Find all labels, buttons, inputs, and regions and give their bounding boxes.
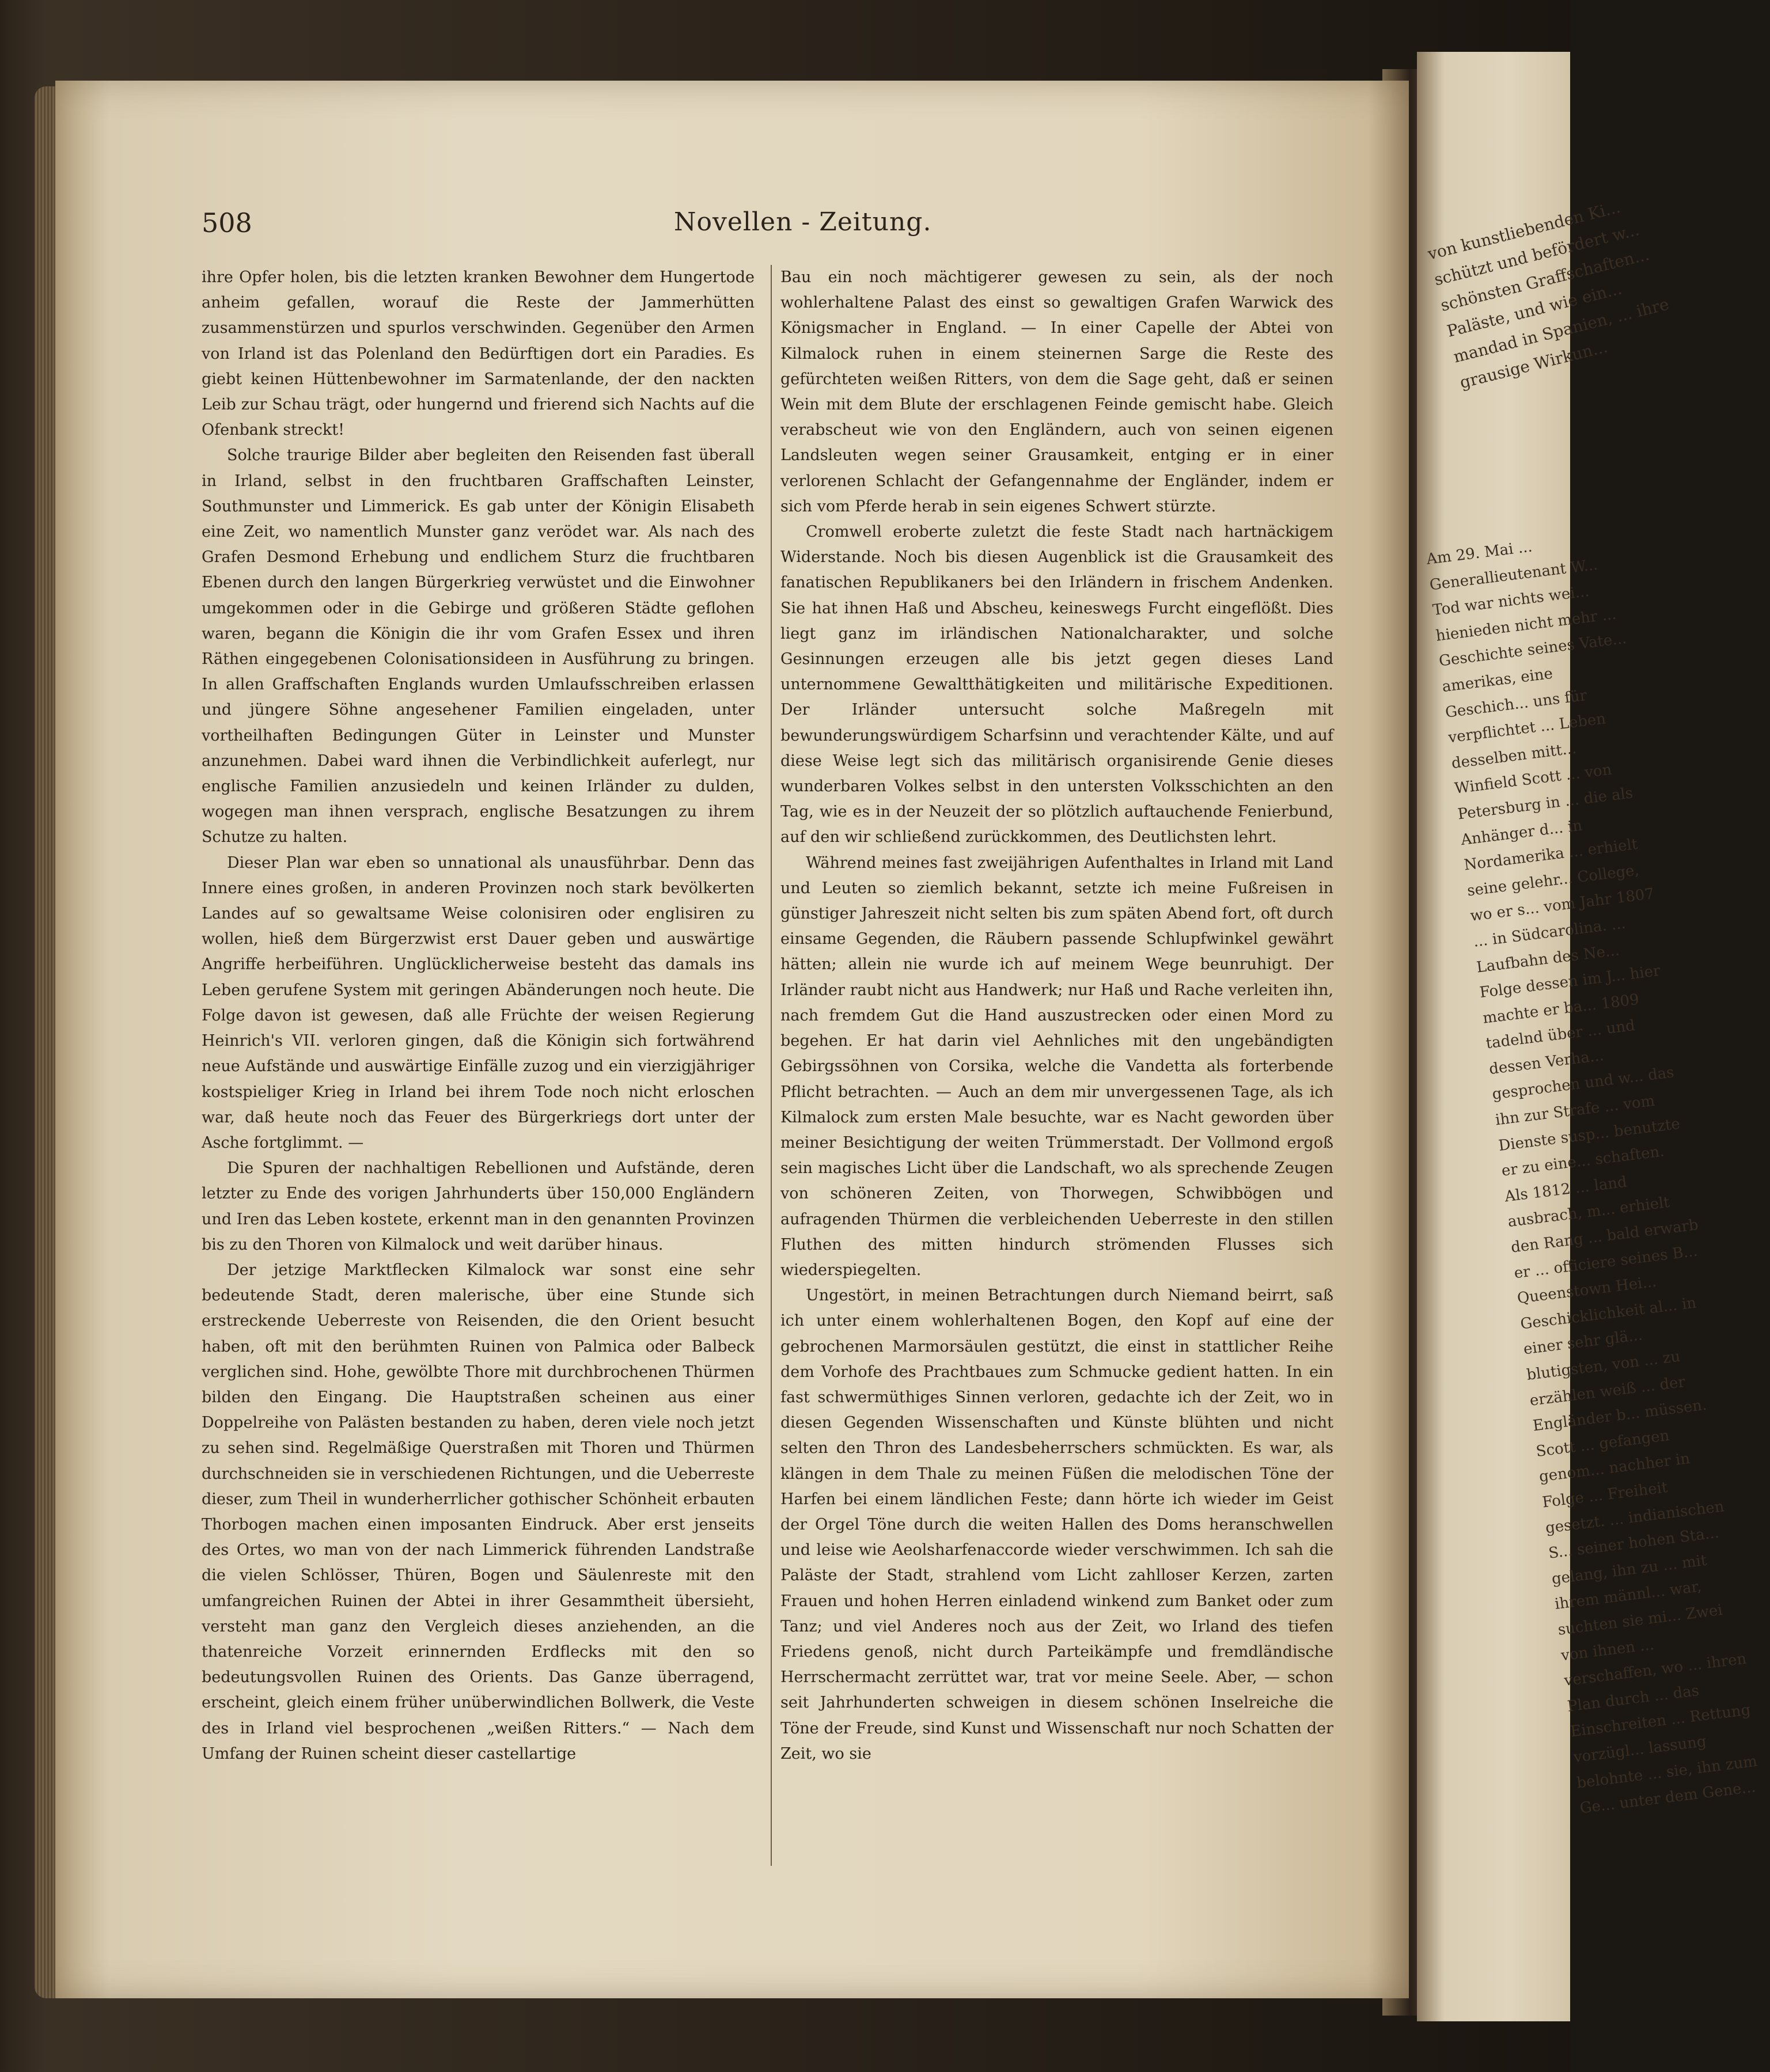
right-text-column xyxy=(780,265,1333,1767)
facing-page-upper-text: von kunstliebenden Ki... schützt und befördert w... schönsten Graffschaften... Paläste, und wie ein... mandad in Spanien, ... ihre grausige Wirkun... xyxy=(1426,197,1671,393)
left-text-column xyxy=(202,265,755,1767)
left-paragraph: Die Spuren der nachhaltigen Rebellionen und Aufstände, deren letzter zu Ende des vorigen Jahrhunderts über 150,000 Engländern und Iren das Leben kostete, erkennt man in den genannten Provinzen bis zu den Thoren von Kilmalock und weit darüber hinaus. xyxy=(202,1159,755,1254)
left-paragraph: Dieser Plan war eben so unnational als unausführbar. Denn das Innere eines großen, in anderen Provinzen noch stark bevölkerten Landes auf so gewaltsame Weise colonisiren oder englisiren zu wollen, hieß dem Bürgerzwist erst Dauer geben und auswärtige Angriffe herbeiführen. Unglücklicherweise besteht das damals ins Leben gerufene System mit geringen Abänderungen noch heute. Die Folge davon ist gewesen, daß alle Früchte der weisen Regierung Heinrich's VII. verloren gingen, daß die Königin sich fortwährend neue Aufstände und auswärtige Einfälle zuzog und ein vierzigjähriger kostspieliger Krieg in Irland bei ihrem Tode noch nicht erloschen war, daß heute noch das Feuer des Bürgerkriegs dort unter der Asche fortglimmt. — xyxy=(202,853,755,1152)
page-header xyxy=(202,207,1371,248)
right-paragraph: Ungestört, in meinen Betrachtungen durch Niemand beirrt, saß ich unter einem wohlerhaltenen Bogen, den Kopf auf eine der gebrochenen Marmorsäulen gestützt, die einst in stattlicher Reihe dem Vorhofe des Prachtbaues zum Schmucke gedient hatten. In ein fast schwermüthiges Sinnen verloren, gedachte ich der Zeit, wo in diesen Gegenden Wissenschaften und Künste blühten und nicht selten den Thron des Landesbeherrschers schmückten. Es war, als klängen in dem Thale zu meinen Füßen die melodischen Töne der Harfen bei einem ländlichen Feste; dann hörte ich wieder im Geist der Orgel Töne durch die weiten Hallen des Doms heranschwellen und leise wie Aeolsharfenaccorde wieder verschwimmen. Ich sah die Paläste der Stadt, strahlend vom Licht zahlloser Kerzen, zarten Frauen und hohen Herren einladend winkend zum Banket oder zum Tanz; und viel Anderes noch aus der Zeit, wo Irland des tiefen Friedens genoß, nicht durch Parteikämpfe und fremdländische Herrschermacht zerrüttet war, trat vor meine Seele. Aber, — schon seit Jahrhunderten schweigen in diesem schönen Inselreiche die Töne der Freude, sind Kunst und Wissenschaft nur noch Schatten der Zeit, wo sie xyxy=(780,1287,1333,1763)
column-divider xyxy=(771,265,772,1866)
page-number: 508 xyxy=(202,207,252,238)
facing-page-lower-text: Am 29. Mai ... Generallieutenant W... Tod war nichts wei... hienieden nicht mehr ... Geschichte seines Vate... amerikas, eine Geschich... uns für verpflichtet ... Leben desselben mitt... Winfield Scott ... von Petersburg in ... die als Anhänger d... in Nordamerika ... erhielt seine gelehr... College, wo er s... vom Jahr 1807 ... in Südcarolina. ... Laufbahn des Ne... Folge dessen im J... hier machte er ba... 1809 tadelnd über ... und dessen Verha... gesprochen und w... das ihn zur Strafe ... vom Dienste susp... benutzte er zu eine... schaften. Als 1812 ... land ausbrach, m... erhielt den Rang ... bald erwarb er ... officiere seines B... Queenstown Hei... Geschicklichkeit al... in einer sehr glä... blutigsten, von ... zu erzählen weiß ... der Engländer b... müssen. Scott ... gefangen genom... nachher in Folge ... Freiheit gesetzt. ... indianischen S... seiner hohen Sta... gelang, ihn zu ... mit ihrem männl... war, suchten sie mi... Zwei von ihnen ... verschaffen, wo ... ihren Plan durch ... das Einschreiten ... Rettung vorzügl... lassung belohnte ... sie, ihn zum Ge... unter dem Gene... xyxy=(1425,538,1758,1817)
running-title: Novellen - Zeitung. xyxy=(674,207,932,237)
left-paragraph: Der jetzige Marktflecken Kilmalock war sonst eine sehr bedeutende Stadt, deren malerische, über eine Stunde sich erstreckende Ueberreste von Reisenden, die den Orient besucht haben, oft mit den berühmten Ruinen von Palmica oder Balbeck verglichen sind. Hohe, gewölbte Thore mit durchbrochenen Thürmen bilden den Eingang. Die Hauptstraßen scheinen aus einer Doppelreihe von Palästen bestanden zu haben, deren viele noch jetzt zu sehen sind. Regelmäßige Querstraßen mit Thoren und Thürmen durchschneiden sie in verschiedenen Richtungen, und die Ueberreste dieser, zum Theil in wunderherrlicher gothischer Schönheit erbauten Thorbogen machen einen imposanten Eindruck. Aber erst jenseits des Ortes, wo man von der nach Limmerick führenden Landstraße die vielen Schlösser, Thüren, Bogen und Säulenreste mit den umfangreichen Ruinen der Abtei in ihrer Gesammtheit übersieht, versteht man ganz den Vergleich dieses anziehenden, an die thatenreiche Vorzeit erinnernden Erdflecks mit den so bedeutungsvollen Ruinen des Orients. Das Ganze überragend, erscheint, gleich einem früher unüberwindlichen Bollwerk, die Veste des in Irland viel besprochenen „weißen Ritters.“ — Nach dem Umfang der Ruinen scheint dieser castellartige xyxy=(202,1261,755,1763)
right-paragraph: Cromwell eroberte zuletzt die feste Stadt nach hartnäckigem Widerstande. Noch bis diesen Augenblick ist die Grausamkeit des fanatischen Republikaners bei den Irländern in frischem Andenken. Sie hat ihnen Haß und Abscheu, keineswegs Furcht eingeflößt. Dies liegt ganz im irländischen Nationalcharakter, und solche Gesinnungen erzeugen alle bis jetzt gegen dieses Land unternommene Gewaltthätigkeiten und militärische Expeditionen. Der Irländer untersucht solche Maßregeln mit bewunderungswürdigem Scharfsinn und verachtender Kälte, und auf diese Weise legt sich das militärisch organisirende Genie dieses wunderbaren Volkes selbst in den untersten Volksschichten an den Tag, wie es in der Neuzeit der so plötzlich auftauchende Fenierbund, auf den wir schließend zurückkommen, des Deutlichsten lehrt. xyxy=(780,523,1333,847)
right-paragraph: Während meines fast zweijährigen Aufenthaltes in Irland mit Land und Leuten so ziemlich bekannt, setzte ich meine Fußreisen in günstiger Jahreszeit nicht selten bis zum späten Abend fort, oft durch einsame Gegenden, die Räubern passende Schlupfwinkel gewährt hätten; allein nie wurde ich auf meinem Wege beunruhigt. Der Irländer raubt nicht aus Handwerk; nur Haß und Rache verleiten ihn, nach fremdem Gut die Hand auszustrecken oder einen Mord zu begehen. Er hat darin viel Aehnliches mit den ungebändigten Gebirgssöhnen von Corsika, welche die Vandetta als forterbende Pflicht betrachten. — Auch an dem mir unvergessenen Tage, als ich Kilmalock zum ersten Male besuchte, war es Nacht geworden über meiner Besichtigung der weiten Trümmerstadt. Der Vollmond ergoß sein magisches Licht über die Landschaft, wo als sprechende Zeugen von schöneren Zeiten, von Thorwegen, Schwibbögen und aufragenden Thürmen die verbleichenden Ueberreste in den stillen Fluthen des mitten hindurch strömenden Flusses sich wiederspiegelten. xyxy=(780,853,1333,1279)
right-paragraph: Bau ein noch mächtigerer gewesen zu sein, als der noch wohlerhaltene Palast des einst so gewaltigen Grafen Warwick des Königsmacher in England. — In einer Capelle der Abtei von Kilmalock ruhen in einem steinernen Sarge die Reste des gefürchteten weißen Ritters, von dem die Sage geht, daß er seinen Wein mit dem Blute der erschlagenen Feinde gemischt habe. Gleich verabscheut wie von den Engländern, auch von seinen eigenen Landsleuten wegen seiner Grausamkeit, entging er in einer verlorenen Schlacht der Gefangennahme der Engländer, indem er sich vom Pferde herab in sein eigenes Schwert stürzte. xyxy=(780,268,1333,515)
facing-page xyxy=(1417,52,1758,2021)
left-paragraph: ihre Opfer holen, bis die letzten kranken Bewohner dem Hungertode anheim gefallen, worauf die Reste der Jammerhütten zusammenstürzen und spurlos verschwinden. Gegenüber den Armen von Irland ist das Polenland den Bedürftigen dort ein Paradies. Es giebt keinen Hüttenbewohner im Sarmatenlande, der den nackten Leib zur Schau trägt, oder hungernd und frierend sich Nachts auf die Ofenbank streckt! xyxy=(202,268,755,439)
left-paragraph: Solche traurige Bilder aber begleiten den Reisenden fast überall in Irland, selbst in den fruchtbaren Graffschaften Leinster, Southmunster und Limmerick. Es gab unter der Königin Elisabeth eine Zeit, wo namentlich Munster ganz verödet war. Als nach des Grafen Desmond Erhebung und endlichem Sturz die fruchtbaren Ebenen durch den langen Bürgerkrieg verwüstet und die Einwohner umgekommen oder in die Gebirge und größeren Städte geflohen waren, begann die Königin die ihr vom Grafen Essex und ihren Räthen eingegebenen Colonisationsideen in Ausführung zu bringen. In allen Graffschaften Englands wurden Umlaufsschreiben erlassen und jüngere Söhne angesehener Familien eingeladen, unter vortheilhaften Bedingungen Güter in Leinster und Munster anzunehmen. Dabei ward ihnen die Verbindlichkeit auferlegt, nur englische Familien anzusiedeln und keinen Irländer zu dulden, wogegen man ihnen versprach, englische Besatzungen zu ihrem Schutze zu halten. xyxy=(202,446,755,847)
